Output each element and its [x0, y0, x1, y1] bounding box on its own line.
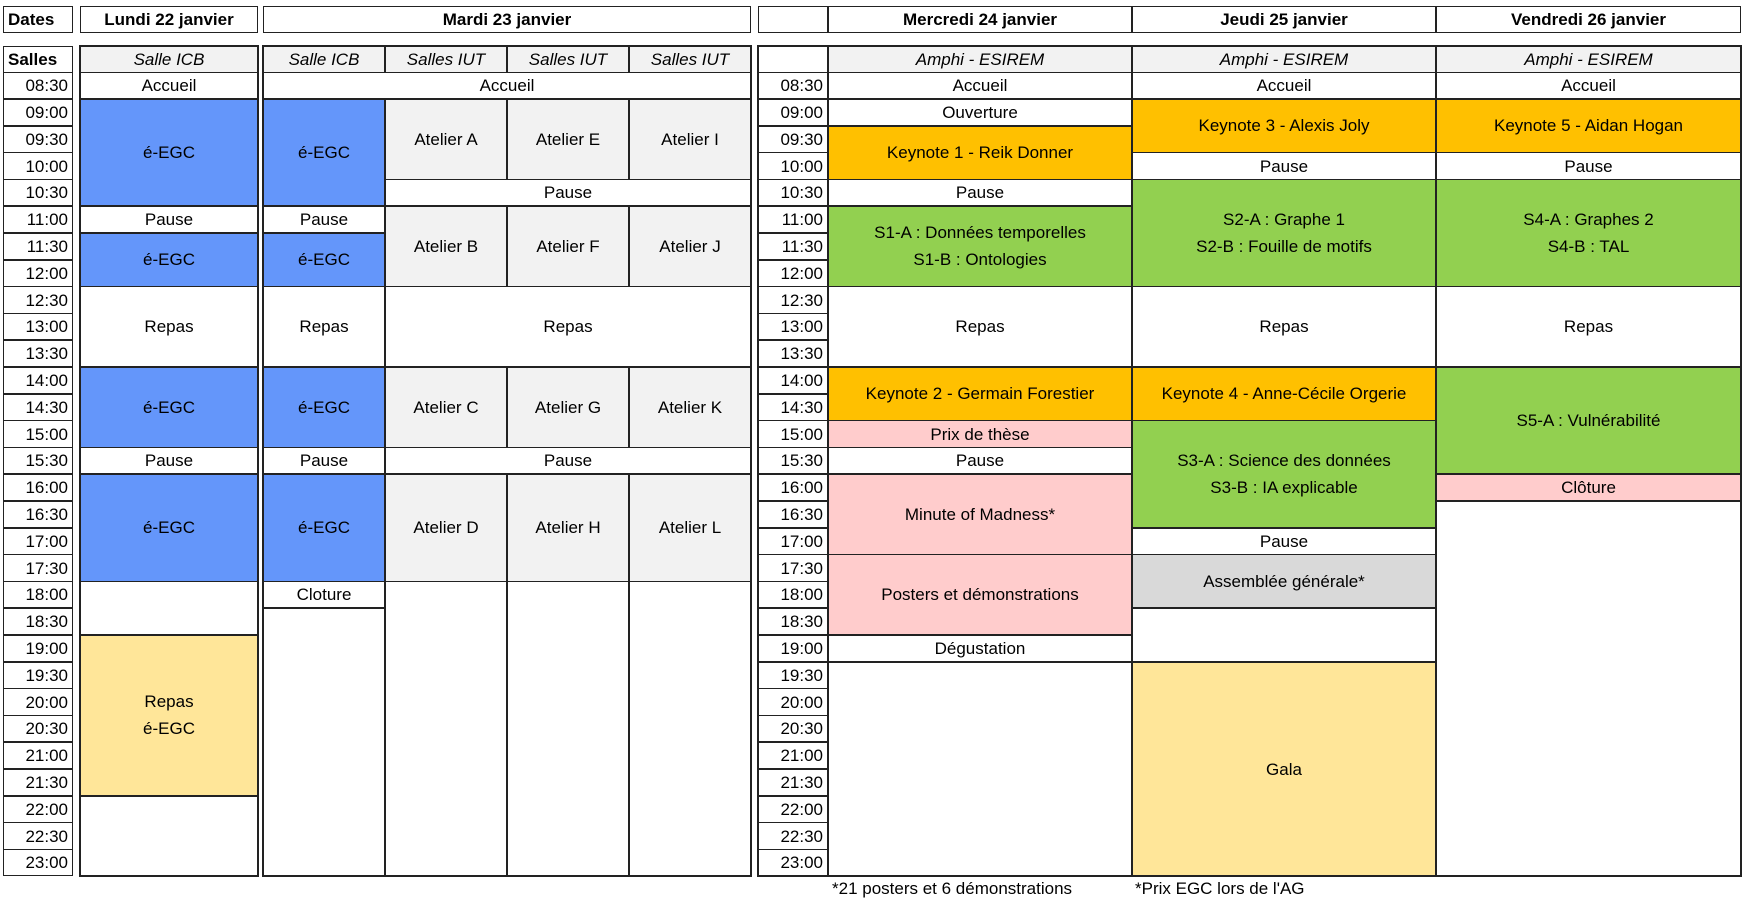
left-time-1300: 13:00 [3, 313, 73, 340]
lundi-e-egc-1: é-EGC [80, 99, 258, 207]
vendredi-accueil: Accueil [1436, 72, 1741, 99]
right-time-2030: 20:30 [758, 715, 828, 742]
lundi-e-egc-4: é-EGC [80, 474, 258, 582]
lundi-repas-e-egc [80, 635, 258, 796]
mardi-icb-cloture: Cloture [263, 581, 385, 608]
mardi-iut-empty-3 [629, 581, 751, 876]
minute-of-madness: Minute of Madness* [828, 474, 1132, 555]
mardi-icb-e-egc-4: é-EGC [263, 474, 385, 582]
left-time-1830: 18:30 [3, 608, 73, 635]
right-time-1430: 14:30 [758, 394, 828, 421]
right-time-1100: 11:00 [758, 206, 828, 233]
vendredi-repas: Repas [1436, 286, 1741, 367]
room-mardi-iut-3: Salles IUT [629, 46, 751, 73]
right-time-2300: 23:00 [758, 849, 828, 876]
right-time-1800: 18:00 [758, 581, 828, 608]
session-s3-b: S3-B : IA explicable [1210, 478, 1358, 498]
session-s3-a: S3-A : Science des données [1177, 451, 1391, 471]
atelier-f: Atelier F [507, 206, 629, 287]
atelier-g: Atelier G [507, 367, 629, 448]
footnote-posters: *21 posters et 6 démonstrations [832, 879, 1073, 898]
left-time-1900: 19:00 [3, 635, 73, 662]
atelier-i: Atelier I [629, 99, 751, 180]
left-time-1630: 16:30 [3, 501, 73, 528]
lundi-accueil: Accueil [80, 72, 258, 99]
mardi-iut-pause-2: Pause [385, 447, 751, 474]
lundi-empty-evening [80, 581, 258, 635]
mardi-icb-e-egc-2: é-EGC [263, 233, 385, 287]
posters-demonstrations: Posters et démonstrations [828, 554, 1132, 635]
room-mardi-iut-2: Salles IUT [507, 46, 629, 73]
mardi-iut-empty-1 [385, 581, 507, 876]
left-time-1130: 11:30 [3, 233, 73, 260]
session-s5: S5-A : Vulnérabilité [1436, 367, 1741, 475]
right-time-1830: 18:30 [758, 608, 828, 635]
right-time-0930: 09:30 [758, 126, 828, 153]
jeudi-empty [1132, 608, 1436, 662]
lundi-pause-1: Pause [80, 206, 258, 233]
session-s1 [828, 206, 1132, 287]
room-vendredi: Amphi - ESIREM [1436, 46, 1741, 73]
left-time-1000: 10:00 [3, 152, 73, 179]
left-time-1230: 12:30 [3, 286, 73, 313]
left-time-1430: 14:30 [3, 394, 73, 421]
atelier-a: Atelier A [385, 99, 507, 180]
mercredi-repas: Repas [828, 286, 1132, 367]
day-header-mardi: Mardi 23 janvier [263, 6, 751, 33]
atelier-e: Atelier E [507, 99, 629, 180]
left-time-0900: 09:00 [3, 99, 73, 126]
right-time-1230: 12:30 [758, 286, 828, 313]
room-lundi: Salle ICB [80, 46, 258, 73]
left-time-1600: 16:00 [3, 474, 73, 501]
left-time-1700: 17:00 [3, 528, 73, 555]
mardi-iut-pause-1: Pause [385, 179, 751, 206]
right-time-2230: 22:30 [758, 822, 828, 849]
right-time-1900: 19:00 [758, 635, 828, 662]
atelier-c: Atelier C [385, 367, 507, 448]
left-time-1100: 11:00 [3, 206, 73, 233]
lundi-diner-line1: Repas [144, 692, 194, 712]
gala: Gala [1132, 662, 1436, 877]
session-s3 [1132, 420, 1436, 528]
mardi-icb-empty [263, 608, 385, 877]
left-time-2300: 23:00 [3, 849, 73, 876]
right-time-1930: 19:30 [758, 662, 828, 689]
right-time-2000: 20:00 [758, 688, 828, 715]
footnote-prix-egc: *Prix EGC lors de l'AG [1135, 879, 1305, 898]
left-time-0930: 09:30 [3, 126, 73, 153]
session-s4 [1436, 179, 1741, 287]
mardi-icb-e-egc-1: é-EGC [263, 99, 385, 207]
keynote-4: Keynote 4 - Anne-Cécile Orgerie [1132, 367, 1436, 421]
atelier-h: Atelier H [507, 474, 629, 582]
right-time-1030: 10:30 [758, 179, 828, 206]
assemblee-generale: Assemblée générale* [1132, 554, 1436, 608]
lundi-e-egc-2: é-EGC [80, 233, 258, 287]
right-time-2200: 22:00 [758, 796, 828, 823]
right-time-1630: 16:30 [758, 501, 828, 528]
left-time-1530: 15:30 [3, 447, 73, 474]
keynote-2: Keynote 2 - Germain Forestier [828, 367, 1132, 421]
left-time-2000: 20:00 [3, 688, 73, 715]
atelier-b: Atelier B [385, 206, 507, 287]
right-time-1600: 16:00 [758, 474, 828, 501]
day-header-jeudi: Jeudi 25 janvier [1132, 6, 1436, 33]
left-time-2100: 21:00 [3, 742, 73, 769]
vendredi-pause-1: Pause [1436, 152, 1741, 179]
vendredi-cloture: Clôture [1436, 474, 1741, 501]
right-time-1400: 14:00 [758, 367, 828, 394]
keynote-3: Keynote 3 - Alexis Joly [1132, 99, 1436, 153]
day-header-lundi: Lundi 22 janvier [80, 6, 258, 33]
atelier-j: Atelier J [629, 206, 751, 287]
left-time-2030: 20:30 [3, 715, 73, 742]
left-time-2200: 22:00 [3, 796, 73, 823]
day-header-vendredi: Vendredi 26 janvier [1436, 6, 1741, 33]
left-time-2230: 22:30 [3, 822, 73, 849]
room-jeudi: Amphi - ESIREM [1132, 46, 1436, 73]
mercredi-pause-2: Pause [828, 447, 1132, 474]
mardi-icb-repas: Repas [263, 286, 385, 367]
mercredi-pause-1: Pause [828, 179, 1132, 206]
room-mardi-iut-1: Salles IUT [385, 46, 507, 73]
session-s1-b: S1-B : Ontologies [913, 250, 1047, 270]
right-time-0900: 09:00 [758, 99, 828, 126]
left-time-1730: 17:30 [3, 554, 73, 581]
right-time-1730: 17:30 [758, 554, 828, 581]
right-time-1700: 17:00 [758, 528, 828, 555]
lundi-empty-night [80, 796, 258, 877]
mercredi-ouverture: Ouverture [828, 99, 1132, 126]
session-s2-a: S2-A : Graphe 1 [1223, 210, 1345, 230]
session-s1-a: S1-A : Données temporelles [874, 223, 1086, 243]
session-s4-a: S4-A : Graphes 2 [1523, 210, 1654, 230]
mardi-icb-e-egc-3: é-EGC [263, 367, 385, 448]
jeudi-repas: Repas [1132, 286, 1436, 367]
mardi-icb-pause-1: Pause [263, 206, 385, 233]
prix-de-these: Prix de thèse [828, 420, 1132, 447]
room-mercredi: Amphi - ESIREM [828, 46, 1132, 73]
left-time-1030: 10:30 [3, 179, 73, 206]
lundi-repas: Repas [80, 286, 258, 367]
lundi-diner-line2: é-EGC [143, 719, 195, 739]
dates-label: Dates [3, 6, 73, 33]
keynote-1: Keynote 1 - Reik Donner [828, 126, 1132, 180]
day-header-mercredi: Mercredi 24 janvier [828, 6, 1132, 33]
right-time-2130: 21:30 [758, 769, 828, 796]
left-time-1200: 12:00 [3, 260, 73, 287]
right-time-2100: 21:00 [758, 742, 828, 769]
vendredi-empty [1436, 501, 1741, 877]
lundi-pause-2: Pause [80, 447, 258, 474]
right-time-1500: 15:00 [758, 420, 828, 447]
right-time-1330: 13:30 [758, 340, 828, 367]
atelier-d: Atelier D [385, 474, 507, 582]
degustation: Dégustation [828, 635, 1132, 662]
room-mardi-icb: Salle ICB [263, 46, 385, 73]
left-time-0830: 08:30 [3, 72, 73, 99]
left-time-2130: 21:30 [3, 769, 73, 796]
mardi-accueil: Accueil [263, 72, 751, 99]
right-time-1130: 11:30 [758, 233, 828, 260]
rooms-label: Salles [3, 46, 73, 73]
lundi-e-egc-3: é-EGC [80, 367, 258, 448]
left-time-1800: 18:00 [3, 581, 73, 608]
session-s4-b: S4-B : TAL [1547, 237, 1630, 257]
mardi-iut-empty-2 [507, 581, 629, 876]
atelier-k: Atelier K [629, 367, 751, 448]
keynote-5: Keynote 5 - Aidan Hogan [1436, 99, 1741, 153]
left-time-1400: 14:00 [3, 367, 73, 394]
mardi-iut-repas: Repas [385, 286, 751, 367]
jeudi-pause-1: Pause [1132, 152, 1436, 179]
header-blank-cell [758, 6, 828, 33]
right-time-1530: 15:30 [758, 447, 828, 474]
jeudi-pause-2: Pause [1132, 528, 1436, 555]
session-s2 [1132, 179, 1436, 287]
right-time-1300: 13:00 [758, 313, 828, 340]
left-time-1930: 19:30 [3, 662, 73, 689]
mercredi-accueil: Accueil [828, 72, 1132, 99]
left-time-1330: 13:30 [3, 340, 73, 367]
session-s2-b: S2-B : Fouille de motifs [1196, 237, 1372, 257]
mercredi-empty [828, 662, 1132, 877]
left-time-1500: 15:00 [3, 420, 73, 447]
right-time-1200: 12:00 [758, 260, 828, 287]
right-time-0830: 08:30 [758, 72, 828, 99]
jeudi-accueil: Accueil [1132, 72, 1436, 99]
right-time-1000: 10:00 [758, 152, 828, 179]
mardi-icb-pause-2: Pause [263, 447, 385, 474]
atelier-l: Atelier L [629, 474, 751, 582]
rooms-blank-cell [758, 46, 828, 73]
